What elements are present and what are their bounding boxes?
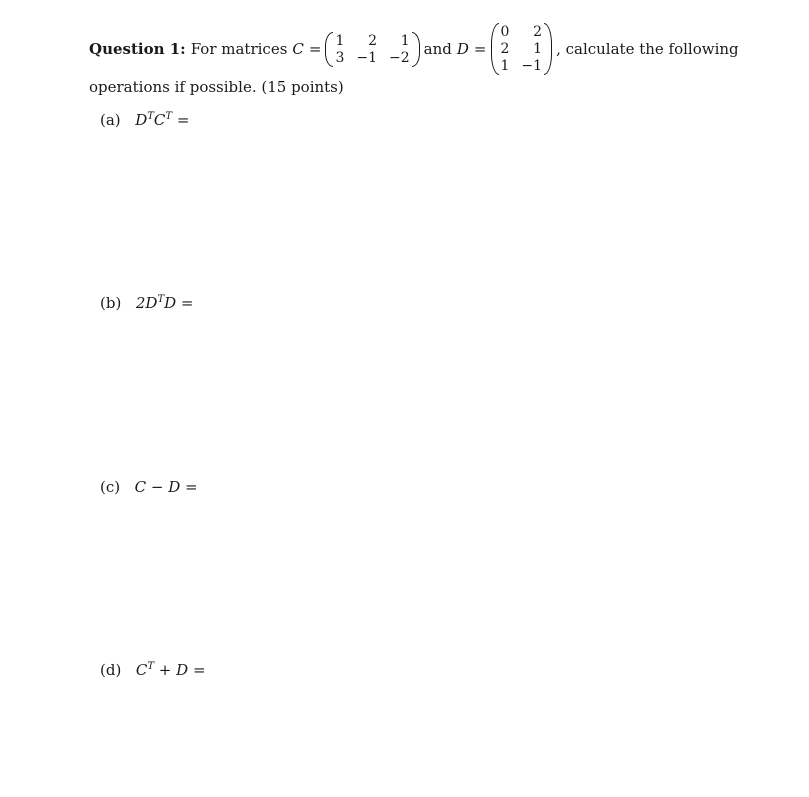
matrix-c-cell: −2: [389, 49, 410, 66]
matrix-c: [325, 32, 419, 67]
matrix-c-cell: −1: [356, 49, 378, 66]
matrix-d-name: D: [456, 39, 469, 58]
right-paren: [544, 23, 552, 75]
matrix-c-name: C: [292, 39, 304, 58]
part-a: [100, 113, 189, 128]
matrix-d: [491, 23, 553, 75]
part-label: (d): [100, 661, 122, 679]
part-c: [100, 480, 198, 495]
part-equals: =: [188, 661, 206, 679]
part-b: [100, 296, 194, 311]
question-line-1: [89, 20, 739, 78]
part-expression: C − D: [134, 478, 181, 496]
part-equals: =: [180, 478, 198, 496]
equals-sign: =: [473, 39, 487, 58]
part-label: (b): [100, 294, 122, 312]
part-equals: =: [172, 111, 190, 129]
right-paren: [412, 32, 420, 67]
matrix-d-grid: [499, 23, 545, 75]
part-expression: D: [164, 294, 177, 312]
left-paren: [325, 32, 333, 67]
part-superscript: T: [157, 294, 165, 305]
question-line-2: operations if possible. (15 points): [89, 78, 344, 96]
matrix-c-cell: 1: [335, 32, 345, 49]
matrix-d-cell: 2: [500, 41, 510, 57]
question-intro: For matrices: [190, 39, 288, 58]
matrix-c-grid: [333, 32, 411, 67]
part-superscript: T: [147, 111, 154, 122]
matrix-d-cell: −1: [521, 58, 543, 74]
matrix-d-cell: 0: [500, 24, 510, 40]
matrix-c-cell: 1: [400, 32, 410, 49]
matrix-d-cell: 1: [533, 41, 543, 57]
matrix-d-cell: 1: [500, 58, 510, 74]
question-label: Question 1:: [89, 39, 186, 58]
part-d: [100, 663, 206, 678]
part-expression: D: [135, 111, 148, 129]
part-equals: =: [176, 294, 194, 312]
and-word: and: [423, 39, 452, 58]
part-label: (c): [100, 478, 121, 496]
matrix-c-cell: 3: [335, 49, 345, 66]
part-expression: C: [153, 111, 166, 129]
equals-sign: =: [308, 39, 322, 58]
part-superscript: T: [147, 661, 155, 672]
part-expression: 2D: [135, 294, 158, 312]
left-paren: [491, 23, 499, 75]
matrix-d-cell: 2: [533, 24, 543, 40]
part-superscript: T: [165, 111, 173, 122]
part-expression: C: [135, 661, 148, 679]
part-expression: + D: [154, 661, 189, 679]
matrix-c-cell: 2: [368, 32, 378, 49]
question-after-matrices: , calculate the following: [556, 39, 739, 58]
part-label: (a): [100, 111, 121, 129]
